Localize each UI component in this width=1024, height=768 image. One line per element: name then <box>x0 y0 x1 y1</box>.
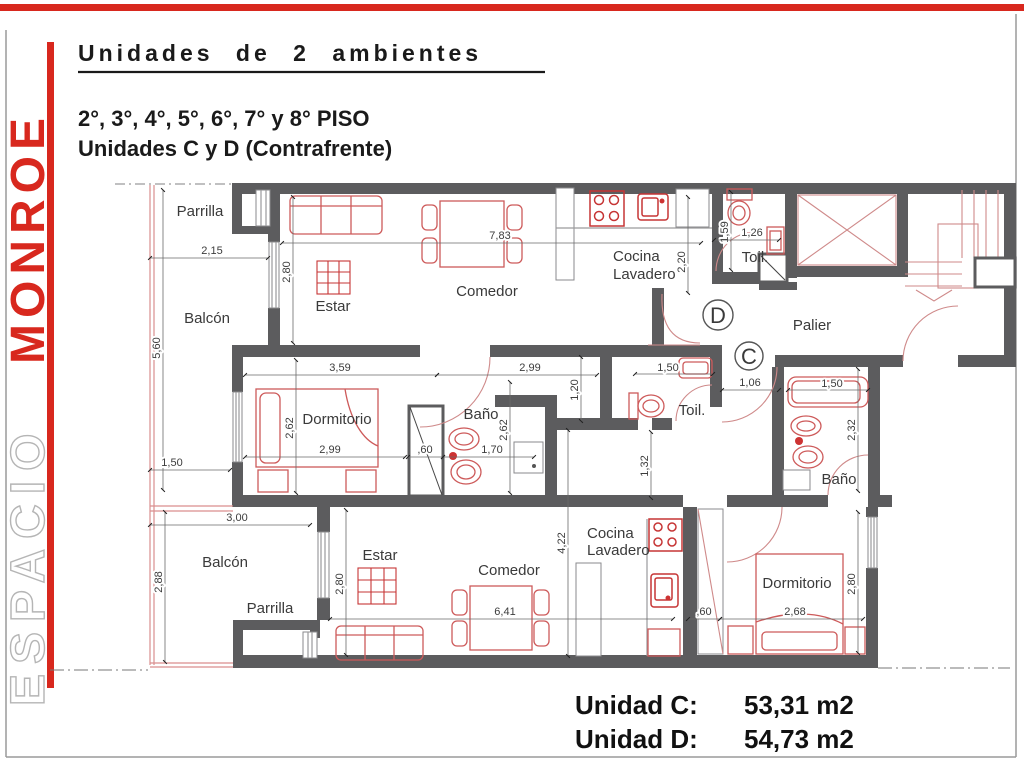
svg-text:1,50: 1,50 <box>657 362 679 374</box>
stairs <box>905 190 1015 301</box>
stove-d <box>590 191 624 226</box>
dim-corridor-c-height <box>569 357 581 421</box>
dim-dorm-d-width <box>245 444 405 457</box>
stairs-direction-arrow <box>916 290 952 301</box>
svg-text:2,20: 2,20 <box>676 251 688 273</box>
svg-text:2,99: 2,99 <box>519 362 541 374</box>
window-dormitorio-c <box>868 517 877 568</box>
dim-dorm-d-width-top <box>245 362 437 375</box>
label-bano-c: Baño <box>821 471 857 488</box>
dim-dorm-c-height <box>846 512 858 653</box>
unit-c-area-label: Unidad C: <box>575 690 698 720</box>
dim-comedor-d-width <box>282 230 701 243</box>
svg-text:1,06: 1,06 <box>739 377 761 389</box>
label-cocina-d-2: Lavadero <box>613 266 676 283</box>
closet-dormitorio-c <box>698 509 723 654</box>
dim-balcon-c-width <box>150 512 310 525</box>
svg-text:1,70: 1,70 <box>481 444 503 456</box>
dim-hall-d-width <box>437 362 597 375</box>
dim-balcon-d-width <box>150 245 268 258</box>
svg-text:2,80: 2,80 <box>334 573 346 595</box>
svg-text:2,80: 2,80 <box>281 261 293 283</box>
dining-set-comedor-c <box>452 586 549 650</box>
unit-d-area-value: 54,73 m2 <box>744 724 854 754</box>
window-dormitorio-d <box>233 392 242 462</box>
dashed-lines <box>50 668 1010 670</box>
label-comedor-c: Comedor <box>478 562 540 579</box>
svg-text:5,60: 5,60 <box>151 337 163 359</box>
dim-toil-c-pass <box>722 377 779 390</box>
window-parrilla-c <box>303 632 317 658</box>
area-summary <box>575 690 854 754</box>
svg-text:7,83: 7,83 <box>489 230 511 242</box>
door-unit-c-entry <box>722 367 777 422</box>
bano-d-fixtures <box>449 428 543 484</box>
dim-living-c-height <box>556 430 568 656</box>
svg-text:1,26: 1,26 <box>741 227 763 239</box>
svg-text:3,00: 3,00 <box>226 512 248 524</box>
svg-text:4,22: 4,22 <box>556 532 568 554</box>
toilet-room-d-fixtures <box>727 189 784 254</box>
unit-c-letter: C <box>741 344 757 369</box>
label-cocina-c-2: Lavadero <box>587 542 650 559</box>
stairs-shaft-box <box>975 258 1015 287</box>
dim-dorm-d-height <box>284 360 296 493</box>
svg-text:2,62: 2,62 <box>498 419 510 441</box>
dim-living-c-width <box>330 606 673 619</box>
sofa-estar-d <box>290 196 382 234</box>
sink-c <box>651 574 678 607</box>
unit-c-area-value: 53,31 m2 <box>744 690 854 720</box>
subtitle-floors: 2°, 3°, 4°, 5°, 6°, 7° y 8° PISO <box>78 106 370 131</box>
bed-dormitorio-c <box>728 554 865 654</box>
counter-d <box>676 189 709 227</box>
window-estar-c <box>318 532 329 598</box>
svg-text:1,50: 1,50 <box>821 378 843 390</box>
vanity-bano-d <box>514 442 543 473</box>
cabinet-c <box>648 629 680 656</box>
vanity-bano-c <box>783 470 810 490</box>
svg-text:1,50: 1,50 <box>161 457 183 469</box>
subtitle-units: Unidades C y D (Contrafrente) <box>78 136 393 161</box>
label-estar-c: Estar <box>362 547 398 564</box>
brand-logo <box>2 42 55 706</box>
label-palier: Palier <box>792 317 832 334</box>
svg-text:6,41: 6,41 <box>494 606 516 618</box>
dim-bano-c-tub <box>788 378 868 390</box>
dim-balcon-d-bottom <box>150 457 230 470</box>
label-dormitorio-d: Dormitorio <box>302 411 372 428</box>
svg-text:1,32: 1,32 <box>639 455 651 477</box>
label-parrilla-d: Parrilla <box>176 203 224 220</box>
label-balcon-d: Balcón <box>184 310 230 327</box>
svg-text:,60: ,60 <box>417 444 433 456</box>
label-balcon-c: Balcón <box>202 554 248 571</box>
window-parrilla-d <box>256 190 270 226</box>
svg-text:1,59: 1,59 <box>719 221 731 243</box>
dim-dorm-c-width <box>720 606 863 619</box>
header <box>78 40 545 161</box>
svg-text:2,62: 2,62 <box>284 417 296 439</box>
svg-text:2,80: 2,80 <box>846 573 858 595</box>
svg-text:3,59: 3,59 <box>329 362 351 374</box>
label-comedor-d: Comedor <box>456 283 518 300</box>
top-red-line <box>0 4 1024 11</box>
elevator <box>798 195 896 265</box>
label-parrilla-c: Parrilla <box>246 600 294 617</box>
dim-balcon-d-height <box>151 190 163 490</box>
brand-word-espacio: ESPACIO <box>2 423 55 706</box>
label-toil-c: Toil. <box>678 402 706 419</box>
svg-text:,60: ,60 <box>696 606 712 618</box>
sofa-estar-c <box>336 626 423 660</box>
sink-d <box>638 194 668 220</box>
window-estar-d <box>269 242 279 308</box>
door-unit-d-entry <box>662 294 700 343</box>
svg-text:2,68: 2,68 <box>784 606 806 618</box>
label-dormitorio-c: Dormitorio <box>762 575 832 592</box>
stove-c <box>649 519 682 551</box>
svg-text:2,15: 2,15 <box>201 245 223 257</box>
svg-text:1,20: 1,20 <box>569 379 581 401</box>
dim-toil-c-width <box>635 362 713 374</box>
label-cocina-c-1: Cocina <box>587 525 634 542</box>
label-estar-d: Estar <box>315 298 351 315</box>
svg-text:2,88: 2,88 <box>153 571 165 593</box>
svg-text:2,32: 2,32 <box>846 419 858 441</box>
unit-d-letter: D <box>710 303 726 328</box>
table-estar-c <box>358 568 396 604</box>
label-toil-d: Toil. <box>741 249 769 266</box>
door-palier-stairs <box>903 306 958 361</box>
page-title: Unidades de 2 ambientes <box>78 40 483 66</box>
svg-text:2,99: 2,99 <box>319 444 341 456</box>
bed-dormitorio-d <box>256 389 378 492</box>
table-estar-d <box>317 261 350 294</box>
dim-corridor-c2-height <box>639 432 651 498</box>
label-bano-d: Baño <box>463 406 499 423</box>
dim-balcon-c-height <box>153 512 165 662</box>
unit-d-area-label: Unidad D: <box>575 724 698 754</box>
dim-estar-d-height <box>281 197 293 343</box>
brand-word-monroe: MONROE <box>2 112 55 364</box>
label-cocina-d-1: Cocina <box>613 248 660 265</box>
